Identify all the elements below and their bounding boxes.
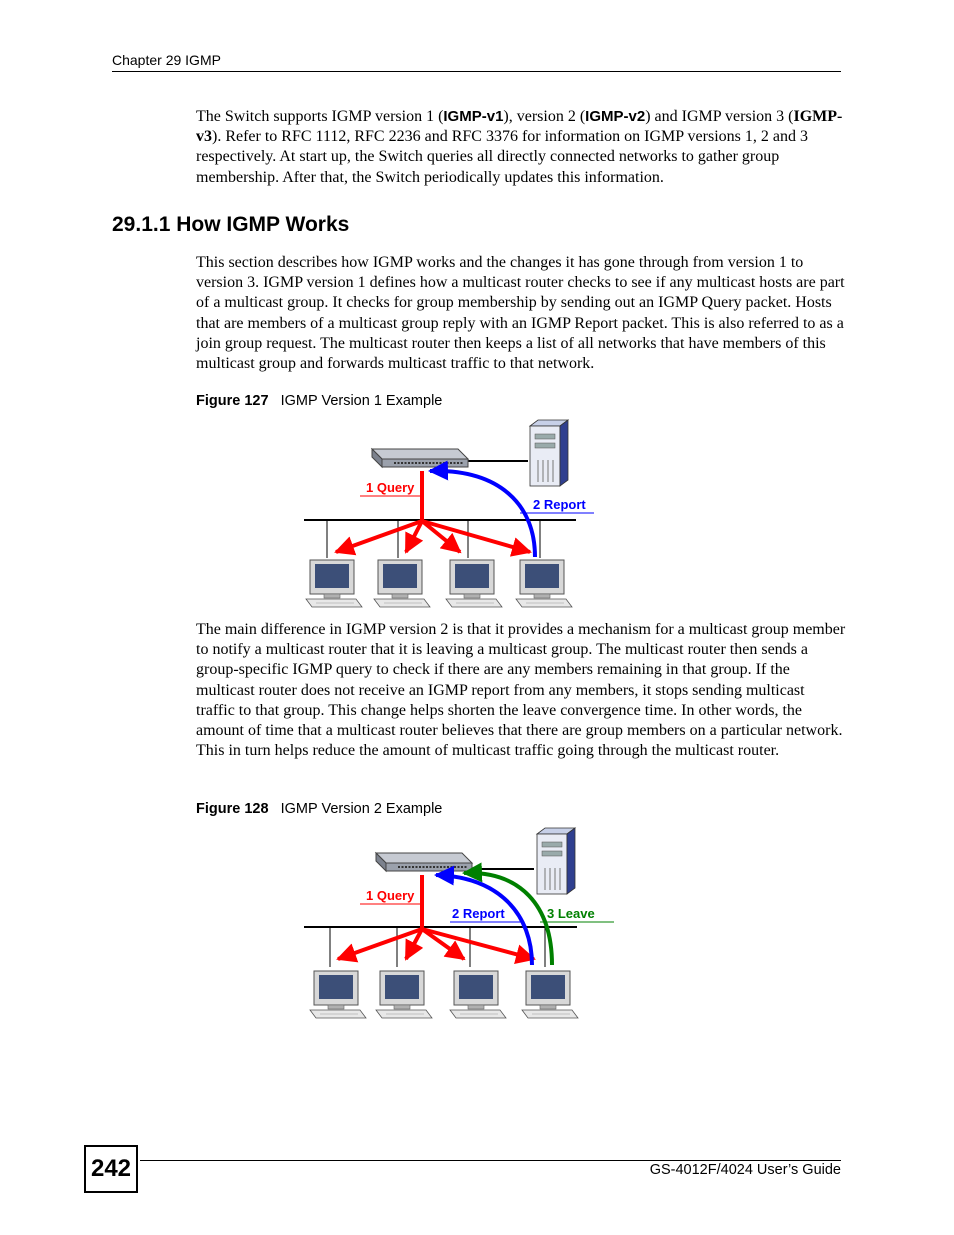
figure-127-diagram (300, 415, 610, 615)
intro-text-2: ), version 2 ( (503, 108, 586, 125)
running-header-chapter: Chapter 29 IGMP (112, 52, 221, 68)
host-computer-icon (522, 971, 578, 1018)
intro-text-3: ) and IGMP version 3 ( (645, 108, 794, 125)
intro-text-4: ). Refer to RFC 1112, RFC 2236 and RFC 3376 for information on IGMP versions 1, 2 and 3 respectively. At start up, the Switch queries all directly connected networks to gather group membership. After that, the Switch periodically updates this information. (196, 128, 808, 186)
figure-127-title: IGMP Version 1 Example (280, 393, 443, 409)
page-number-box (84, 1145, 138, 1193)
figure-128-number: Figure 128 (196, 801, 269, 817)
query-label: 1 Query (366, 480, 415, 495)
section-paragraph-1: This section describes how IGMP works and the changes it has gone through from version 1 to version 3. IGMP version 1 defines how a multicast router checks to see if any multicast hosts are part of a multicast group. It checks for group membership by sending out an IGMP Query packet. Hosts that are members of a multicast group reply with an IGMP Report packet. This is also referred to as a join group request. The multicast router then keeps a list of all networks that have members of this multicast group and forwards multicast traffic to that network. (196, 254, 845, 373)
host-computer-icon (450, 971, 506, 1018)
host-computer-icon (306, 560, 362, 607)
report-arrow (430, 471, 535, 557)
figure-128-title: IGMP Version 2 Example (280, 801, 443, 817)
header-rule (112, 71, 841, 72)
igmp-v3-term: IGMP-v3 (196, 108, 843, 146)
section-heading: 29.1.1 How IGMP Works (112, 213, 350, 236)
igmp-v2-term: IGMP-v2 (585, 108, 646, 125)
host-computer-icon (446, 560, 502, 607)
query-label: 1 Query (366, 888, 415, 903)
host-computer-icon (310, 971, 366, 1018)
multicast-router-icon (372, 449, 468, 467)
intro-paragraph (196, 107, 846, 188)
leave-label: 3 Leave (547, 906, 595, 921)
report-label: 2 Report (452, 906, 505, 921)
figure-127-number: Figure 127 (196, 393, 269, 409)
igmp-v1-term: IGMP-v1 (443, 108, 504, 125)
section-paragraph-2: The main difference in IGMP version 2 is that it provides a mechanism for a multicast group member to notify a multicast router that it is leaving a multicast group. The multicast router then sends a group-specific IGMP query to check if there are any members remaining in that group. If the multicast router does not receive an IGMP report from any members, it stops sending multicast traffic to that group. This change helps shorten the leave convergence time. In other words, the amount of time that a multicast router believes that there are group members on a particular network. This in turn helps reduce the amount of multicast traffic going through the multicast router. (196, 621, 846, 760)
server-icon (537, 828, 575, 894)
host-computer-icon (516, 560, 572, 607)
figure-128-diagram (300, 825, 620, 1025)
report-label: 2 Report (533, 497, 586, 512)
multicast-router-icon (376, 853, 472, 871)
page-number: 242 (90, 1155, 132, 1182)
intro-text-1: The Switch supports IGMP version 1 ( (196, 108, 444, 125)
server-icon (530, 420, 568, 486)
host-computer-icon (374, 560, 430, 607)
figure-127-caption (196, 393, 442, 409)
figure-128-caption (196, 801, 442, 817)
footer-guide-title: GS-4012F/4024 User’s Guide (649, 1162, 841, 1178)
host-computer-icon (376, 971, 432, 1018)
footer-rule (140, 1160, 841, 1161)
